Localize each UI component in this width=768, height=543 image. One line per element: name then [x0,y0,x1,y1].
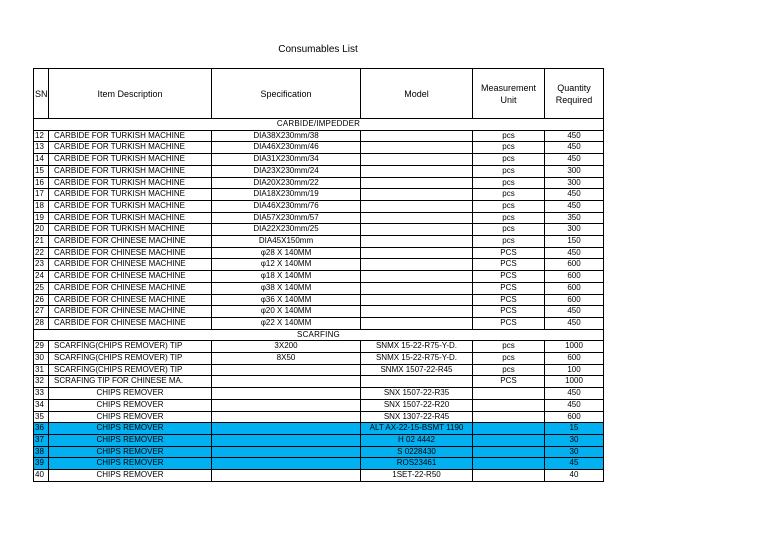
cell-quantity: 15 [545,423,604,435]
section-title: CARBIDE/IMPEDDER [34,119,604,131]
cell-specification [212,458,361,470]
cell-specification: φ36 X 140MM [212,294,361,306]
cell-measurement-unit: PCS [473,294,545,306]
cell-sn: 17 [34,189,49,201]
cell-sn: 28 [34,317,49,329]
table-row [34,317,604,329]
cell-model [361,165,473,177]
cell-sn: 36 [34,423,49,435]
cell-item-description: CARBIDE FOR TURKISH MACHINE [49,189,212,201]
cell-quantity: 450 [545,154,604,166]
cell-item-description: CARBIDE FOR TURKISH MACHINE [49,224,212,236]
header-specification: Specification [212,69,361,119]
cell-measurement-unit: PCS [473,376,545,388]
cell-quantity: 600 [545,259,604,271]
cell-sn: 13 [34,142,49,154]
cell-item-description: CARBIDE FOR TURKISH MACHINE [49,130,212,142]
cell-measurement-unit: PCS [473,306,545,318]
cell-specification [212,399,361,411]
table-row [34,259,604,271]
cell-sn: 37 [34,434,49,446]
table-row [34,470,604,482]
cell-quantity: 600 [545,294,604,306]
cell-specification [212,388,361,400]
cell-specification: DIA45X150mm [212,236,361,248]
cell-quantity: 450 [545,200,604,212]
cell-model [361,376,473,388]
cell-specification: φ18 X 140MM [212,271,361,283]
cell-quantity: 450 [545,388,604,400]
cell-item-description: CARBIDE FOR CHINESE MACHINE [49,282,212,294]
cell-specification: 8X50 [212,353,361,365]
cell-item-description: SCARFING(CHIPS REMOVER) TIP [49,364,212,376]
cell-model: SNMX 15-22-R75-Y-D. [361,353,473,365]
cell-item-description: CHIPS REMOVER [49,388,212,400]
cell-sn: 25 [34,282,49,294]
cell-item-description: CHIPS REMOVER [49,470,212,482]
cell-specification [212,376,361,388]
cell-specification: 3X200 [212,341,361,353]
table-row [34,411,604,423]
cell-specification: φ20 X 140MM [212,306,361,318]
cell-item-description: CARBIDE FOR TURKISH MACHINE [49,142,212,154]
cell-model: SNX 1307-22-R45 [361,411,473,423]
section-row [34,119,604,131]
table-row [34,247,604,259]
table-row [34,165,604,177]
header-measurement-unit: Measurement Unit [473,69,545,119]
cell-specification: DIA57X230mm/57 [212,212,361,224]
cell-measurement-unit: pcs [473,189,545,201]
cell-item-description: CARBIDE FOR CHINESE MACHINE [49,259,212,271]
section-row [34,329,604,341]
cell-measurement-unit [473,470,545,482]
cell-sn: 26 [34,294,49,306]
cell-specification: DIA38X230mm/38 [212,130,361,142]
table-row [34,399,604,411]
header-row [34,69,604,119]
cell-model: H 02 4442 [361,434,473,446]
cell-specification: φ28 X 140MM [212,247,361,259]
cell-model [361,200,473,212]
cell-item-description: CHIPS REMOVER [49,446,212,458]
cell-specification: φ12 X 140MM [212,259,361,271]
cell-model [361,306,473,318]
cell-item-description: SCARFING(CHIPS REMOVER) TIP [49,353,212,365]
cell-quantity: 450 [545,306,604,318]
table-row [34,364,604,376]
cell-specification: DIA22X230mm/25 [212,224,361,236]
cell-item-description: CARBIDE FOR CHINESE MACHINE [49,247,212,259]
table-row [34,294,604,306]
cell-model [361,154,473,166]
cell-model: ALT AX-22-15-BSMT 1190 [361,423,473,435]
cell-item-description: CHIPS REMOVER [49,411,212,423]
cell-item-description: CARBIDE FOR TURKISH MACHINE [49,154,212,166]
cell-sn: 40 [34,470,49,482]
cell-sn: 29 [34,341,49,353]
table-row [34,236,604,248]
header-model: Model [361,69,473,119]
cell-quantity: 450 [545,189,604,201]
cell-specification [212,423,361,435]
cell-model [361,189,473,201]
cell-measurement-unit [473,388,545,400]
cell-model [361,259,473,271]
cell-specification: DIA23X230mm/24 [212,165,361,177]
cell-measurement-unit [473,411,545,423]
cell-measurement-unit: pcs [473,200,545,212]
cell-specification [212,470,361,482]
cell-model: S 0228430 [361,446,473,458]
cell-item-description: CARBIDE FOR CHINESE MACHINE [49,306,212,318]
cell-model [361,317,473,329]
cell-model: 1SET-22-R50 [361,470,473,482]
cell-model [361,224,473,236]
cell-model: SNMX 1507-22-R45 [361,364,473,376]
cell-measurement-unit: pcs [473,341,545,353]
table-row [34,458,604,470]
cell-sn: 15 [34,165,49,177]
cell-item-description: CHIPS REMOVER [49,434,212,446]
cell-sn: 12 [34,130,49,142]
cell-model [361,130,473,142]
table-row [34,388,604,400]
cell-specification: DIA46X230mm/76 [212,200,361,212]
cell-measurement-unit [473,423,545,435]
cell-model [361,271,473,283]
table-row [34,446,604,458]
table-row [34,224,604,236]
cell-measurement-unit: PCS [473,271,545,283]
cell-item-description: CHIPS REMOVER [49,399,212,411]
cell-sn: 34 [34,399,49,411]
cell-model [361,282,473,294]
cell-sn: 14 [34,154,49,166]
cell-sn: 22 [34,247,49,259]
header-item-description: Item Description [49,69,212,119]
section-title: SCARFING [34,329,604,341]
cell-quantity: 450 [545,130,604,142]
cell-measurement-unit: pcs [473,142,545,154]
table-row [34,282,604,294]
cell-sn: 35 [34,411,49,423]
cell-quantity: 150 [545,236,604,248]
cell-sn: 16 [34,177,49,189]
header-sn: SN [34,69,49,119]
table-row [34,341,604,353]
table-row [34,142,604,154]
cell-sn: 21 [34,236,49,248]
cell-quantity: 450 [545,399,604,411]
cell-measurement-unit: pcs [473,353,545,365]
cell-quantity: 350 [545,212,604,224]
cell-sn: 27 [34,306,49,318]
cell-quantity: 300 [545,224,604,236]
cell-measurement-unit: pcs [473,177,545,189]
cell-measurement-unit [473,434,545,446]
cell-sn: 31 [34,364,49,376]
table-row [34,130,604,142]
cell-model: SNX 1507-22-R20 [361,399,473,411]
cell-model: ROS23461 [361,458,473,470]
cell-measurement-unit: pcs [473,130,545,142]
cell-measurement-unit [473,446,545,458]
cell-sn: 18 [34,200,49,212]
cell-specification [212,411,361,423]
cell-sn: 30 [34,353,49,365]
cell-item-description: SCRAFING TIP FOR CHINESE MA. [49,376,212,388]
cell-specification [212,434,361,446]
cell-specification: DIA31X230mm/34 [212,154,361,166]
table-row [34,353,604,365]
table-row [34,200,604,212]
cell-measurement-unit: pcs [473,154,545,166]
cell-model [361,294,473,306]
cell-measurement-unit: pcs [473,224,545,236]
table-row [34,154,604,166]
cell-item-description: CARBIDE FOR TURKISH MACHINE [49,177,212,189]
cell-measurement-unit: PCS [473,247,545,259]
cell-item-description: CARBIDE FOR TURKISH MACHINE [49,200,212,212]
cell-quantity: 300 [545,165,604,177]
cell-model [361,142,473,154]
cell-specification [212,446,361,458]
table-row [34,271,604,283]
cell-measurement-unit [473,458,545,470]
cell-quantity: 300 [545,177,604,189]
cell-item-description: CARBIDE FOR TURKISH MACHINE [49,212,212,224]
cell-quantity: 450 [545,317,604,329]
cell-specification: DIA20X230mm/22 [212,177,361,189]
cell-quantity: 1000 [545,376,604,388]
cell-measurement-unit: pcs [473,236,545,248]
cell-quantity: 1000 [545,341,604,353]
table-row [34,423,604,435]
table-row [34,177,604,189]
table-row [34,189,604,201]
cell-measurement-unit: PCS [473,317,545,329]
cell-specification: φ38 X 140MM [212,282,361,294]
table-row [34,306,604,318]
cell-item-description: CARBIDE FOR CHINESE MACHINE [49,236,212,248]
cell-quantity: 450 [545,247,604,259]
cell-measurement-unit: pcs [473,165,545,177]
cell-quantity: 30 [545,446,604,458]
header-quantity-required: Quantity Required [545,69,604,119]
cell-quantity: 40 [545,470,604,482]
cell-measurement-unit: pcs [473,364,545,376]
cell-model [361,236,473,248]
cell-sn: 24 [34,271,49,283]
cell-model: SNMX 15-22-R75-Y-D. [361,341,473,353]
cell-sn: 39 [34,458,49,470]
cell-item-description: CARBIDE FOR CHINESE MACHINE [49,271,212,283]
cell-item-description: CHIPS REMOVER [49,423,212,435]
cell-specification: φ22 X 140MM [212,317,361,329]
cell-sn: 20 [34,224,49,236]
cell-quantity: 600 [545,271,604,283]
cell-measurement-unit: pcs [473,212,545,224]
cell-item-description: CARBIDE FOR CHINESE MACHINE [49,294,212,306]
cell-model [361,212,473,224]
cell-measurement-unit [473,399,545,411]
cell-sn: 32 [34,376,49,388]
cell-specification: DIA18X230mm/19 [212,189,361,201]
cell-quantity: 100 [545,364,604,376]
cell-quantity: 600 [545,282,604,294]
cell-quantity: 450 [545,142,604,154]
cell-measurement-unit: PCS [473,259,545,271]
cell-sn: 19 [34,212,49,224]
table-row [34,434,604,446]
table-row [34,376,604,388]
table-row [34,212,604,224]
cell-specification: DIA46X230mm/46 [212,142,361,154]
cell-model: SNX 1507-22-R35 [361,388,473,400]
cell-item-description: CHIPS REMOVER [49,458,212,470]
cell-sn: 33 [34,388,49,400]
cell-quantity: 30 [545,434,604,446]
table-body [34,119,604,482]
cell-item-description: CARBIDE FOR CHINESE MACHINE [49,317,212,329]
cell-specification [212,364,361,376]
cell-item-description: CARBIDE FOR TURKISH MACHINE [49,165,212,177]
cell-quantity: 600 [545,411,604,423]
cell-model [361,247,473,259]
cell-item-description: SCARFING(CHIPS REMOVER) TIP [49,341,212,353]
cell-measurement-unit: PCS [473,282,545,294]
cell-model [361,177,473,189]
consumables-table [33,68,604,482]
cell-sn: 23 [34,259,49,271]
cell-sn: 38 [34,446,49,458]
cell-quantity: 45 [545,458,604,470]
document-title: Consumables List [278,44,358,55]
cell-quantity: 600 [545,353,604,365]
